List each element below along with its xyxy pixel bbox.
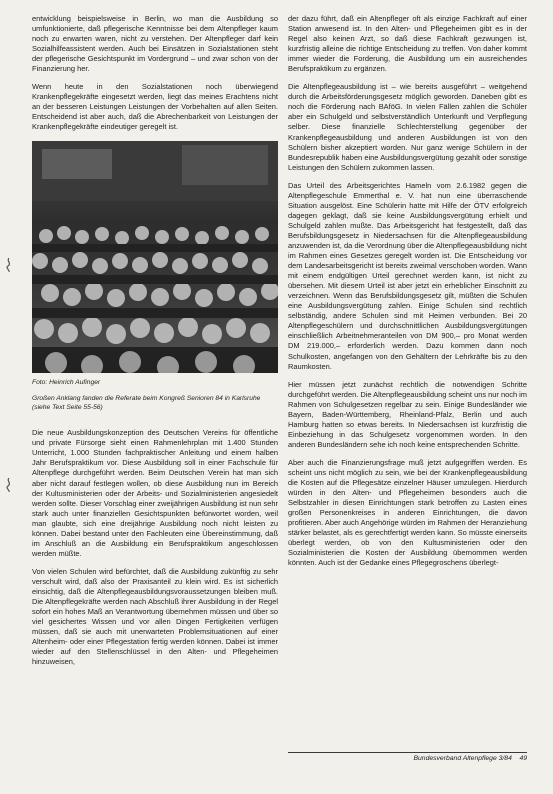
photo-caption: Großen Anklang fanden die Referate beim Kongreß Senioren 84 in Karlsruhe [32,395,261,403]
photo-caption-reference: (siehe Text Seite 55-56) [32,403,103,411]
paragraph: Die Altenpflegeausbildung ist – wie bereits ausgeführt – weitgehend durch die Arbeitsförderungsgesetz möglich geworden. Daneben gibt es noch die Förderung nach BAföG. In vielen Fällen zahlen die Schüler aber ein Schulgeld und selbstverständlich Unterkunft und Verpflegung selber. Diese finanzielle Schlechterstellung gegenüber der Krankenpflegeausbildung und anderen Ausbildungen ist von den Schülern bisher akzeptiert worden. Nur ganz wenige Schülern in der Bundesrepublik haben eine Ausbildungsvergütung gezahlt oder sonstige Leistungen den Schülern zukommen lassen. [288,82,527,172]
paragraph: Wenn heute in den Sozialstationen noch überwiegend Krankenpflegekräfte eingesetzt werden, liegt das meines Erachtens nicht an der besseren Leistungen Leistungen der Vorbehalten auf allen Seiten. Entscheidend ist aber auch, daß die Abrechenbarkeit von Leistungen der Krankenpflegekräfte eindeutiger geregelt ist. [32,82,278,132]
right-column [288,14,527,576]
paragraph: Von vielen Schulen wird befürchtet, daß die Ausbildung zukünftig zu sehr verschult wird, daß also der Praxisanteil zu klein wird. Es ist sicherlich einsichtig, daß die Altenpflegeausbildungsvoraussetzungen bleiben muß. Die Altenpflegekräfte werden nach Abschluß ihrer Ausbildung in der Regel sofort ein hohes Maß an Verantwortung übernehmen müssen und über so viel gesichertes Wissen und vor allen Dingen Fertigkeiten verfügen müssen, daß sie auch mit unerwarteten Problemsituationen auf einer Altenheim- oder einer Pflegestation fertig werden können. Dabei ist immer wieder auf den Stellenschlüssel in den Alten- und Pflegeheimen hinzuweisen, [32,566,278,667]
congress-audience-photo [32,141,278,373]
photo-credit: Foto: Heinrich Aufinger [32,378,101,386]
left-column [32,14,278,675]
paragraph: Hier müssen jetzt zunächst rechtlich die notwendigen Schritte durchgeführt werden. Die Altenpflegeausbildung scheint uns nur noch im Rahmen von Schulgesetzen regelbar zu sein. Einige Bundesländer wie Bayern, Baden-Württemberg, Rheinland-Pfalz, Berlin und auch Hamburg hatten so etwas bereits. In Niedersachsen ist kurzfristig die Einbeziehung in das Schulgesetz vorgenommen worden. In den anderen Bundesländern sehe ich noch keine entsprechenden Schritte. [288,379,527,449]
margin-mark-icon [4,258,14,272]
margin-mark-icon [4,478,14,492]
page-number: 49 [519,755,527,762]
paragraph: Die neue Ausbildungskonzeption des Deutschen Vereins für öffentliche und private Fürsorge sieht einen Rahmenlehrplan mit 1.400 Stunden Unterricht, 1.000 Stunden fachpraktischer Anleitung und einem halben Jahr Berufspraktikum vor. Diese Ausbildung soll in einer Fachschule für Altenpflege durchgeführt werden. Beim Deutschen Verein hat man sich aber nicht darauf festlegen wollen, ob diese Ausbildung nun im Bereich der Kultusministerien oder der Arbeits- und Sozialministerien angesiedelt werden sollte. Dieser Vorschlag einer zweijährigen Ausbildung ist nun sehr stark auch unter finanziellen Gesichtspunkten befürwortet worden, weil man glaubte, sich eine dreijährige Ausbildung noch nicht leisten zu können. Dabei bestand unter den Fachleuten eine Übereinstimmung, daß im Anschluß an die Ausbildung ein Berufspraktikum angeschlossen werden müßte. [32,428,278,558]
paragraph: der dazu führt, daß ein Altenpfleger oft als einzige Fachkraft auf einer Station anwesend ist. In den Alten- und Pflegeheimen gibt es in der Regel also keinen Arzt, so daß diese Fachkraft gezwungen ist, kurzfristig alleine die richtige Entscheidung zu treffen. Von daher kommt immer wieder die Forderung, die Ausbildung um ein ausreichendes Berufspraktikum zu ergänzen. [288,14,527,74]
journal-name: Bundesverband Altenpflege 3/84 [413,755,512,762]
paragraph: Aber auch die Finanzierungsfrage muß jetzt aufgegriffen werden. Es scheint uns nicht möglich zu sein, wie bei der Krankenpflegeausbildung die Kosten auf die Pflegesätze einzelner Häuser umzulegen. Hierdurch würden in den Alten- und Pflegeheimen besonders auch die Selbstzahler in diesen Einrichtungen stark betroffen zu Lasten eines großen Personenkreises in anderen Einrichtungen, die davon profitieren. Aber auch Angehörige würden im Rahmen der Heranziehung stärker belastet, als es gerechtfertigt werden kann. So müsste einerseits überlegt werden, ob von den Kultusministerien oder den Sozialministerien die Kosten der Ausbildung übernommen werden könnten. Auch ist der Gedanke eines Pflegegroschens überlegt- [288,457,527,568]
paragraph: entwicklung beispielsweise in Berlin, wo man die Ausbildung so umfunktionierte, daß pflegerische Kenntnisse bei dem Altenpfleger kaum noch zu erwarten waren, nicht zu verstehen. Der Altenpfleger darf kein Sozialhilfeassistent werden. Auch bei Einsätzen in Sozialstationen steht der pflegerische Gesichtspunkt im Vordergrund – und zwar schon von der Finanzierung her. [32,14,278,74]
page-footer [288,752,527,762]
paragraph: Das Urteil des Arbeitsgerichtes Hameln vom 2.6.1982 gegen die Altenpflegeschule Emmerthal e. V. hat nun eine überraschende Situation ausgelöst. Eine Schülerin hatte mit Hilfe der ÖTV erfolgreich dagegen geklagt, daß sie keine Ausbildungsvergütung erhielt und Schulgeld zahlen mußte. Das Arbeitsgericht hat festgestellt, daß das Berufsbildungsgesetz in Niedersachsen für die Altenpflegeausbildung anzuwenden ist, da die Verordnung über die Altenpflegeausbildung nicht im Rahmen eines Gesetzes geregelt worden ist. Die Entscheidung vor dem Landesarbeitsgericht ist bereits zweimal verschoben worden. Wann mit einem endgültigen Urteil gerechnet werden kann, ist nicht zu übersehen. Mit diesem Urteil ist aber jetzt ein erheblicher Einschnitt zu verzeichnen. Wenn das Berufsbildungsgesetz gilt, müßten die Schulen eine Ausbildungsvergütung zahlen. Einige Schulen sind rechtlich selbständig, andere Schulen sind mit Heimen verbunden. Bei 20 Altenpflegeschülern und durchschnittlichen Ausbildungsvergütungen einschließlich Arbeitnehmeranteilen von DM 900,– pro Monat werden DM 219.000,– erforderlich werden. Dazu kommen dann noch Schulkosten, angefangen von den Gehältern der Lehrkräfte bis zu den Raumkosten. [288,180,527,371]
